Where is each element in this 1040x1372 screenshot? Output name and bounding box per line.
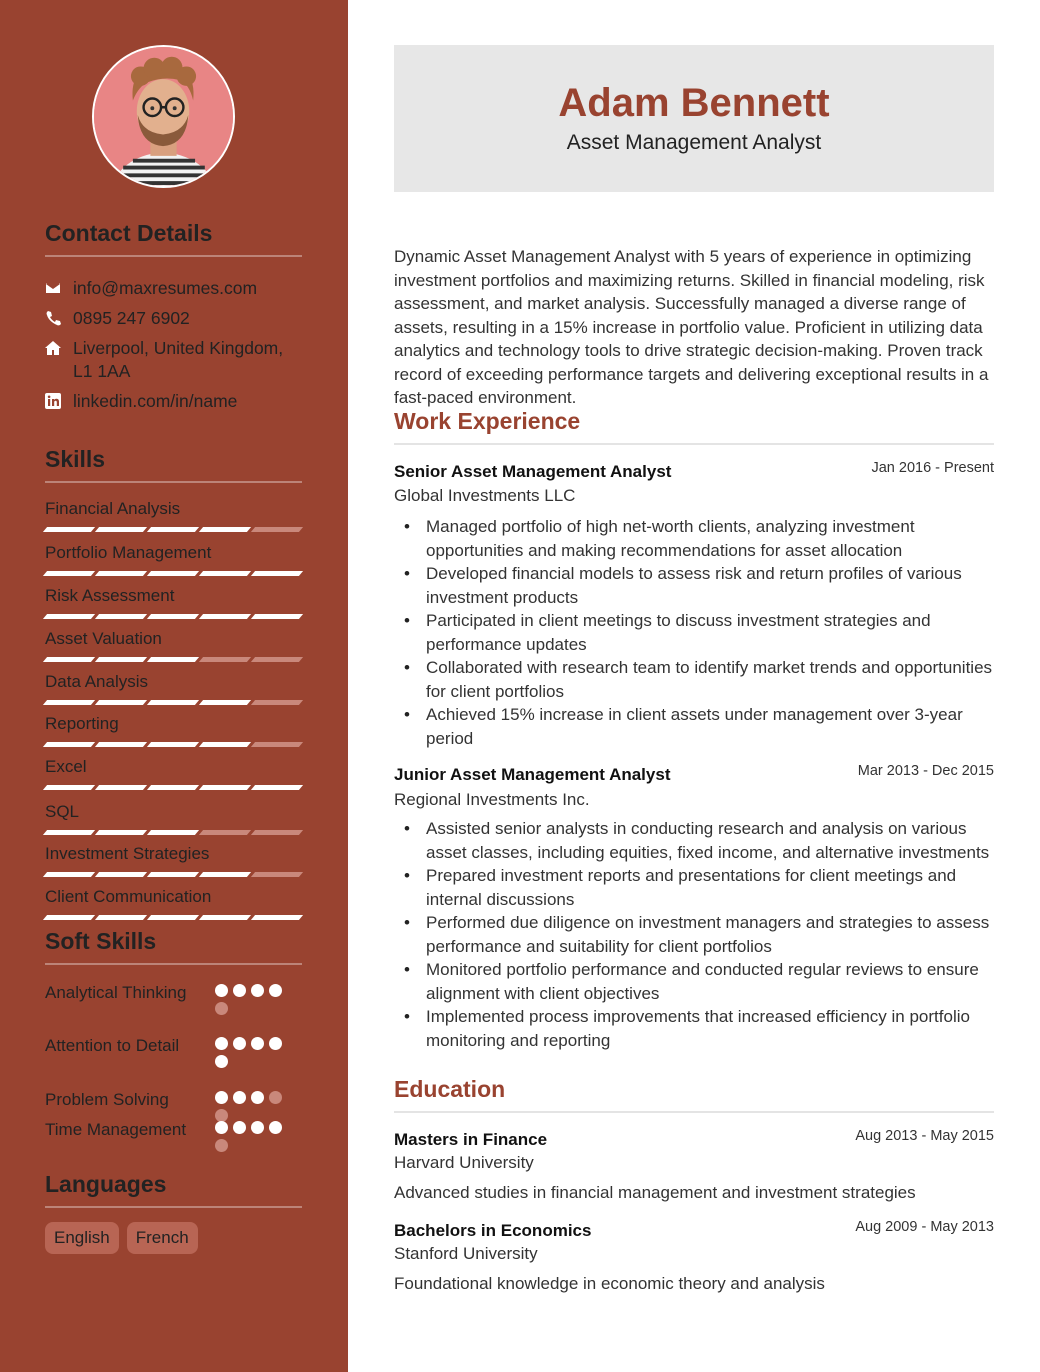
skill-rating <box>45 700 302 705</box>
job-dates: Mar 2013 - Dec 2015 <box>857 763 994 779</box>
skill-rating <box>45 830 302 835</box>
degree-description: Foundational knowledge in economic theory and analysis <box>394 1274 825 1293</box>
rating-bar <box>199 785 251 790</box>
rating-bar <box>251 872 303 877</box>
list-item: • Developed financial models to assess risk and return profiles of various investment products <box>426 562 996 609</box>
rating-bar <box>199 614 251 619</box>
rating-dot <box>233 984 246 997</box>
rating-bar <box>199 742 251 747</box>
phone-text: 0895 247 6902 <box>73 308 190 328</box>
skill-rating <box>45 785 302 790</box>
rating-bar <box>199 571 251 576</box>
skill-item <box>45 629 302 662</box>
soft-skill-item <box>45 1118 302 1142</box>
skill-name: Investment Strategies <box>45 844 210 863</box>
avatar <box>92 45 235 188</box>
rating-bar <box>43 614 95 619</box>
list-item: • Monitored portfolio performance and conducted regular reviews to ensure alignment with client objectives <box>426 958 996 1005</box>
rating-bar <box>43 657 95 662</box>
degree-title: Bachelors in Economics <box>394 1221 592 1240</box>
rating-bar <box>251 830 303 835</box>
home-icon <box>45 337 73 383</box>
job-dates: Jan 2016 - Present <box>871 460 994 476</box>
rating-bar <box>147 657 199 662</box>
skill-rating <box>45 614 302 619</box>
job-bullets <box>426 515 996 750</box>
contact-linkedin[interactable] <box>45 390 302 413</box>
rating-dot <box>215 1055 228 1068</box>
rating-dot <box>215 1037 228 1050</box>
rating-bar <box>199 657 251 662</box>
rating-bar <box>147 785 199 790</box>
skill-item <box>45 499 302 532</box>
list-item: • Performed due diligence on investment managers and strategies to assess performance and suitability for client portfolios <box>426 911 996 958</box>
rating-bar <box>147 614 199 619</box>
skill-item <box>45 887 302 920</box>
list-item: • Achieved 15% increase in client assets under management over 3-year period <box>426 703 996 750</box>
job-bullets <box>426 817 996 1052</box>
skills-heading: Skills <box>45 446 302 483</box>
skill-name: Client Communication <box>45 887 212 906</box>
email-text: info@maxresumes.com <box>73 278 258 298</box>
skill-item <box>45 586 302 619</box>
soft-skill-item <box>45 1088 302 1112</box>
rating-bar <box>43 915 95 920</box>
linkedin-icon <box>45 390 73 413</box>
email-icon <box>45 277 73 300</box>
rating-dot <box>215 984 228 997</box>
skill-item <box>45 543 302 576</box>
rating-bar <box>147 527 199 532</box>
rating-bar <box>43 785 95 790</box>
soft-skill-item <box>45 1034 302 1058</box>
rating-bar <box>95 742 147 747</box>
degree-title: Masters in Finance <box>394 1130 548 1149</box>
soft-skill-name: Time Management <box>45 1120 187 1139</box>
rating-dot <box>215 1121 228 1134</box>
skill-name: Reporting <box>45 714 119 733</box>
job-org: Regional Investments Inc. <box>394 790 590 809</box>
soft-skills-heading: Soft Skills <box>45 928 302 965</box>
rating-bar <box>251 785 303 790</box>
rating-bar <box>199 700 251 705</box>
profile-photo <box>94 47 233 186</box>
skill-name: SQL <box>45 802 80 821</box>
rating-dot <box>233 1121 246 1134</box>
rating-bar <box>95 830 147 835</box>
degree-dates: Aug 2009 - May 2013 <box>855 1219 994 1235</box>
work-heading: Work Experience <box>394 408 994 445</box>
rating-bar <box>147 915 199 920</box>
rating-bar <box>95 657 147 662</box>
rating-dot <box>269 1091 282 1104</box>
rating-bar <box>43 527 95 532</box>
languages-heading: Languages <box>45 1171 302 1208</box>
rating-bar <box>147 571 199 576</box>
soft-skill-rating <box>215 984 295 1020</box>
list-item: • Collaborated with research team to identify market trends and opportunities for client portfolios <box>426 656 996 703</box>
rating-bar <box>251 527 303 532</box>
school-name: Harvard University <box>394 1153 534 1172</box>
rating-bar <box>95 785 147 790</box>
job-title: Senior Asset Management Analyst <box>394 462 672 481</box>
candidate-role: Asset Management Analyst <box>566 131 822 154</box>
rating-bar <box>95 614 147 619</box>
rating-dot <box>215 1091 228 1104</box>
degree-dates: Aug 2013 - May 2015 <box>855 1128 994 1144</box>
soft-skill-name: Analytical Thinking <box>45 983 187 1002</box>
rating-bar <box>199 830 251 835</box>
rating-bar <box>199 527 251 532</box>
contact-phone[interactable] <box>45 307 302 330</box>
rating-bar <box>43 830 95 835</box>
contact-heading: Contact Details <box>45 220 302 257</box>
rating-bar <box>147 700 199 705</box>
skill-name: Portfolio Management <box>45 543 212 562</box>
rating-dot <box>269 984 282 997</box>
soft-skill-item <box>45 981 302 1005</box>
rating-bar <box>147 830 199 835</box>
education-heading: Education <box>394 1076 994 1113</box>
rating-bar <box>251 571 303 576</box>
skill-name: Data Analysis <box>45 672 148 691</box>
address-line2: L1 1AA <box>73 361 131 381</box>
skill-name: Financial Analysis <box>45 499 181 518</box>
rating-bar <box>95 915 147 920</box>
skill-item <box>45 757 302 790</box>
address-line1: Liverpool, United Kingdom, <box>73 338 284 358</box>
skill-name: Risk Assessment <box>45 586 175 605</box>
list-item: • Assisted senior analysts in conducting research and analysis on various asset classes, including equities, fixed income, and alternative investments <box>426 817 996 864</box>
rating-bar <box>251 700 303 705</box>
phone-icon <box>45 307 73 330</box>
rating-dot <box>233 1037 246 1050</box>
skill-rating <box>45 742 302 747</box>
language-tag: French <box>127 1222 198 1254</box>
language-tag: English <box>45 1222 119 1254</box>
rating-dot <box>215 1002 228 1015</box>
linkedin-text: linkedin.com/in/name <box>73 391 238 411</box>
rating-bar <box>251 915 303 920</box>
rating-bar <box>199 872 251 877</box>
soft-skill-name: Attention to Detail <box>45 1036 180 1055</box>
school-name: Stanford University <box>394 1244 538 1263</box>
skill-rating <box>45 571 302 576</box>
rating-bar <box>251 742 303 747</box>
rating-bar <box>95 527 147 532</box>
skill-rating <box>45 872 302 877</box>
rating-bar <box>43 700 95 705</box>
rating-bar <box>95 700 147 705</box>
rating-bar <box>43 571 95 576</box>
skill-rating <box>45 527 302 532</box>
job-title: Junior Asset Management Analyst <box>394 765 671 784</box>
rating-dot <box>269 1037 282 1050</box>
languages-list <box>45 1222 198 1254</box>
skill-name: Excel <box>45 757 87 776</box>
rating-dot <box>233 1091 246 1104</box>
skill-item <box>45 844 302 877</box>
rating-bar <box>95 872 147 877</box>
rating-dot <box>251 984 264 997</box>
skill-item <box>45 672 302 705</box>
job-org: Global Investments LLC <box>394 486 576 505</box>
degree-description: Advanced studies in financial management and investment strategies <box>394 1183 916 1202</box>
rating-dot <box>251 1091 264 1104</box>
skill-name: Asset Valuation <box>45 629 162 648</box>
skill-item <box>45 802 302 835</box>
rating-dot <box>251 1121 264 1134</box>
soft-skill-rating <box>215 1121 295 1157</box>
rating-bar <box>147 742 199 747</box>
soft-skill-rating <box>215 1037 295 1073</box>
rating-dot <box>251 1037 264 1050</box>
summary-text: Dynamic Asset Management Analyst with 5 years of experience in optimizing investment portfolios and maximizing returns. Skilled in financial modeling, risk assessment, and market analysis. Successfully managed a diverse range of assets, resulting in a 15% increase in portfolio value. Proficient in utilizing data analytics and technology tools to drive strategic decision-making. Proven track record of exceeding performance targets and delivering exceptional results in a fast-paced environment. <box>394 247 989 407</box>
rating-dot <box>215 1139 228 1152</box>
rating-bar <box>95 571 147 576</box>
rating-bar <box>43 872 95 877</box>
list-item: • Prepared investment reports and presentations for client meetings and internal discussions <box>426 864 996 911</box>
list-item: • Implemented process improvements that increased efficiency in portfolio monitoring and reporting <box>426 1005 996 1052</box>
rating-bar <box>43 742 95 747</box>
rating-dot <box>269 1121 282 1134</box>
list-item: • Participated in client meetings to discuss investment strategies and performance updates <box>426 609 996 656</box>
rating-bar <box>251 614 303 619</box>
rating-bar <box>199 915 251 920</box>
skill-rating <box>45 657 302 662</box>
skill-rating <box>45 915 302 920</box>
soft-skill-name: Problem Solving <box>45 1090 169 1109</box>
contact-email[interactable] <box>45 277 302 300</box>
rating-bar <box>147 872 199 877</box>
skill-item <box>45 714 302 747</box>
rating-bar <box>251 657 303 662</box>
candidate-name: Adam Bennett <box>558 81 830 125</box>
list-item: • Managed portfolio of high net-worth clients, analyzing investment opportunities and making recommendations for asset allocation <box>426 515 996 562</box>
contact-address <box>45 337 302 383</box>
header-box <box>394 45 994 192</box>
